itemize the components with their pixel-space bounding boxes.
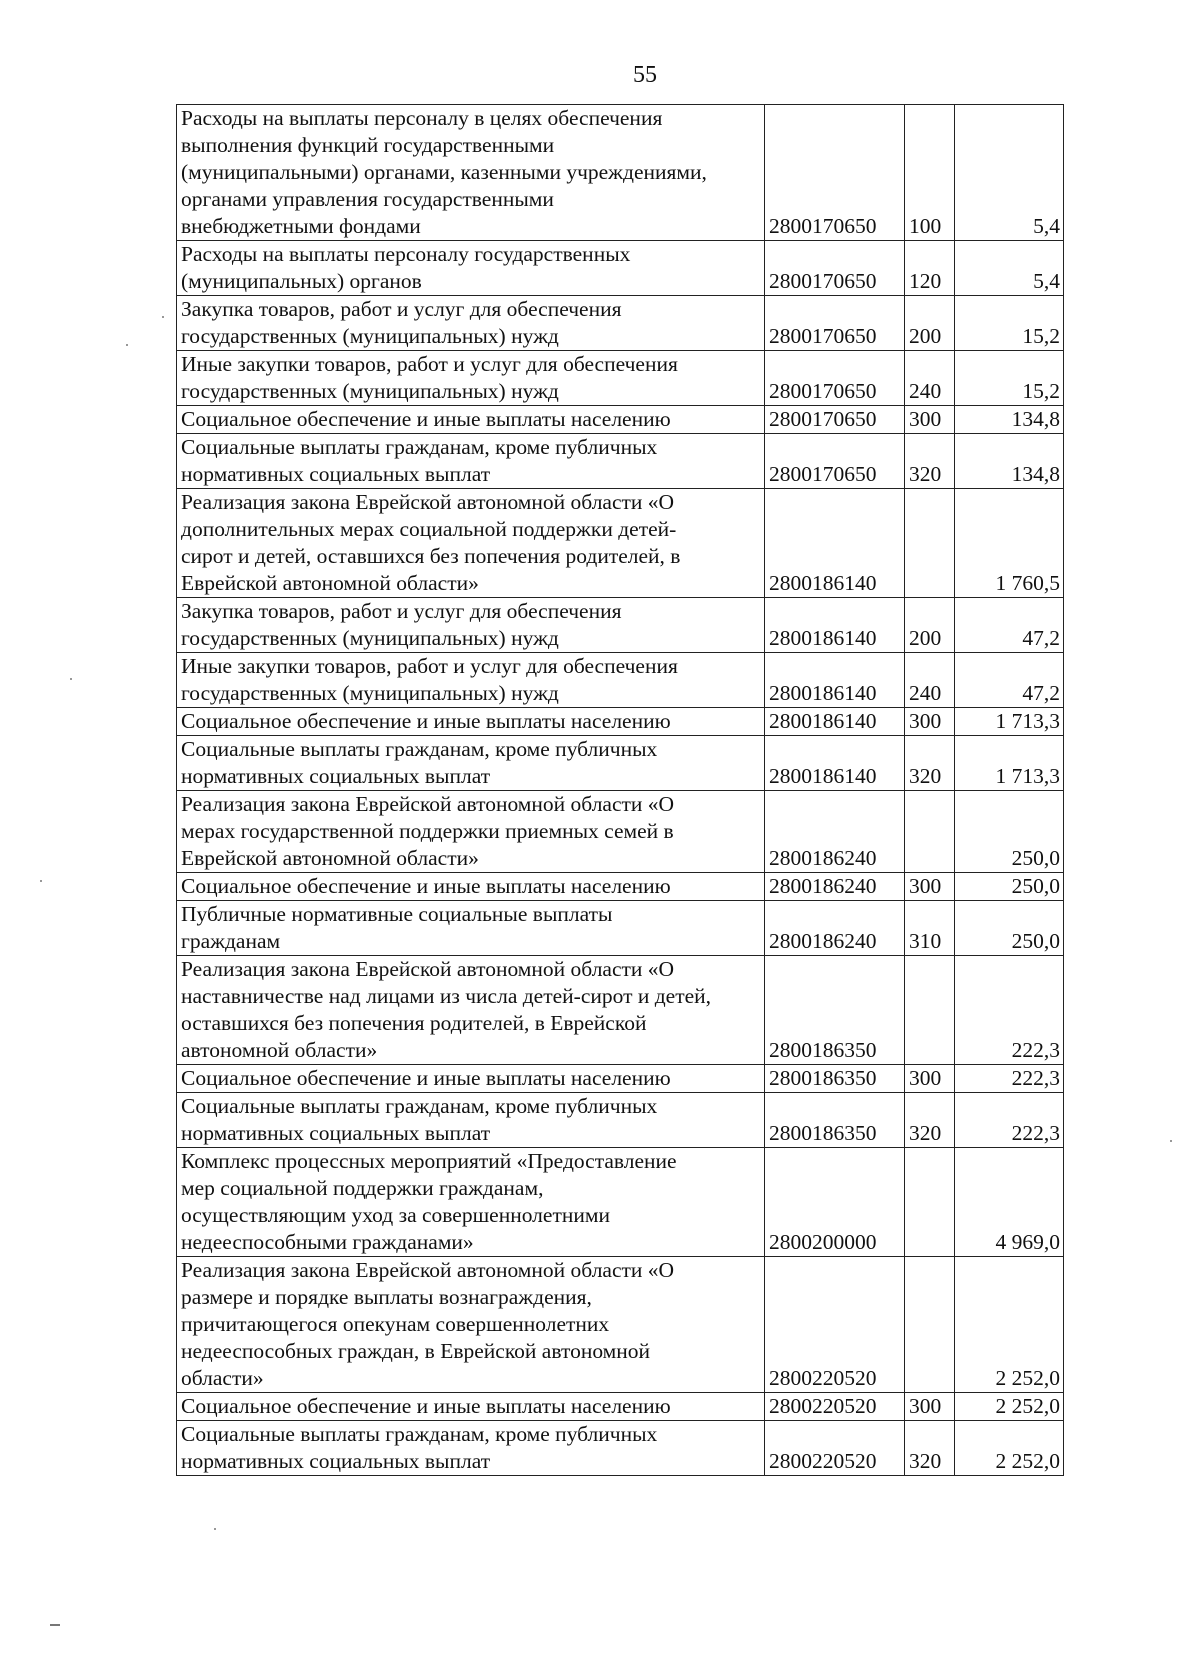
target-code-cell: 2800170650: [765, 241, 905, 296]
expense-type-cell: [905, 1148, 955, 1257]
table-row: [177, 105, 1064, 241]
amount-cell: 1 760,5: [955, 489, 1064, 598]
target-code-cell: 2800220520: [765, 1257, 905, 1393]
scan-speck: [162, 316, 164, 318]
expense-name-cell: Социальное обеспечение и иные выплаты населению: [177, 708, 765, 736]
scan-speck: [126, 344, 128, 346]
expense-name-cell: Социальное обеспечение и иные выплаты населению: [177, 873, 765, 901]
expense-name-cell: Социальное обеспечение и иные выплаты населению: [177, 406, 765, 434]
table-row: [177, 296, 1064, 351]
expense-name-cell: Реализация закона Еврейской автономной области «О размере и порядке выплаты вознаграждения, причитающегося опекунам совершеннолетних недееспособных граждан, в Еврейской автономной области»: [177, 1257, 765, 1393]
amount-cell: 4 969,0: [955, 1148, 1064, 1257]
expense-type-cell: 200: [905, 296, 955, 351]
expense-type-cell: 240: [905, 653, 955, 708]
expense-type-cell: 300: [905, 1393, 955, 1421]
expense-type-cell: 320: [905, 1093, 955, 1148]
expense-type-cell: [905, 489, 955, 598]
table-row: [177, 956, 1064, 1065]
target-code-cell: 2800186240: [765, 791, 905, 873]
expense-name-cell: Социальные выплаты гражданам, кроме публичных нормативных социальных выплат: [177, 434, 765, 489]
expense-type-cell: 120: [905, 241, 955, 296]
expense-type-cell: 320: [905, 434, 955, 489]
amount-cell: 15,2: [955, 296, 1064, 351]
target-code-cell: 2800170650: [765, 351, 905, 406]
target-code-cell: 2800186140: [765, 736, 905, 791]
target-code-cell: 2800186140: [765, 598, 905, 653]
expense-name-cell: Реализация закона Еврейской автономной области «О наставничестве над лицами из числа детей-сирот и детей, оставшихся без попечения родителей, в Еврейской автономной области»: [177, 956, 765, 1065]
target-code-cell: 2800170650: [765, 105, 905, 241]
expense-type-cell: 320: [905, 1421, 955, 1476]
target-code-cell: 2800186350: [765, 1093, 905, 1148]
expense-type-cell: 240: [905, 351, 955, 406]
amount-cell: 134,8: [955, 434, 1064, 489]
expense-type-cell: 320: [905, 736, 955, 791]
target-code-cell: 2800186240: [765, 873, 905, 901]
target-code-cell: 2800200000: [765, 1148, 905, 1257]
expense-type-cell: [905, 1257, 955, 1393]
expense-name-cell: Расходы на выплаты персоналу государственных (муниципальных) органов: [177, 241, 765, 296]
expense-name-cell: Социальные выплаты гражданам, кроме публичных нормативных социальных выплат: [177, 1421, 765, 1476]
table-row: [177, 434, 1064, 489]
target-code-cell: 2800186140: [765, 489, 905, 598]
amount-cell: 15,2: [955, 351, 1064, 406]
expense-type-cell: 300: [905, 1065, 955, 1093]
amount-cell: 2 252,0: [955, 1421, 1064, 1476]
table-row: [177, 489, 1064, 598]
amount-cell: 5,4: [955, 105, 1064, 241]
expense-name-cell: Публичные нормативные социальные выплаты гражданам: [177, 901, 765, 956]
target-code-cell: 2800186350: [765, 956, 905, 1065]
amount-cell: 2 252,0: [955, 1257, 1064, 1393]
expense-type-cell: 200: [905, 598, 955, 653]
target-code-cell: 2800170650: [765, 406, 905, 434]
expense-name-cell: Иные закупки товаров, работ и услуг для обеспечения государственных (муниципальных) нужд: [177, 653, 765, 708]
amount-cell: 1 713,3: [955, 708, 1064, 736]
expense-type-cell: 100: [905, 105, 955, 241]
target-code-cell: 2800186140: [765, 653, 905, 708]
table-row: [177, 653, 1064, 708]
amount-cell: 47,2: [955, 653, 1064, 708]
expense-type-cell: 300: [905, 406, 955, 434]
expense-type-cell: [905, 956, 955, 1065]
table-row: [177, 1065, 1064, 1093]
table-row: [177, 791, 1064, 873]
table-row: [177, 1393, 1064, 1421]
amount-cell: 250,0: [955, 791, 1064, 873]
amount-cell: 134,8: [955, 406, 1064, 434]
amount-cell: 250,0: [955, 901, 1064, 956]
expense-name-cell: Закупка товаров, работ и услуг для обеспечения государственных (муниципальных) нужд: [177, 598, 765, 653]
amount-cell: 222,3: [955, 956, 1064, 1065]
scan-speck: [1170, 1140, 1172, 1142]
expense-name-cell: Комплекс процессных мероприятий «Предоставление мер социальной поддержки гражданам, осуществляющим уход за совершеннолетними недееспособными гражданами»: [177, 1148, 765, 1257]
target-code-cell: 2800170650: [765, 296, 905, 351]
table-row: [177, 241, 1064, 296]
expense-name-cell: Расходы на выплаты персоналу в целях обеспечения выполнения функций государственными (муниципальными) органами, казенными учреждениями, органами управления государственными внебюджетными фондами: [177, 105, 765, 241]
expense-name-cell: Реализация закона Еврейской автономной области «О дополнительных мерах социальной поддержки детей- сирот и детей, оставшихся без попечения родителей, в Еврейской автономной области»: [177, 489, 765, 598]
expense-type-cell: 300: [905, 873, 955, 901]
budget-table: [176, 104, 1064, 1476]
table-row: [177, 351, 1064, 406]
target-code-cell: 2800186350: [765, 1065, 905, 1093]
expense-type-cell: [905, 791, 955, 873]
expense-type-cell: 300: [905, 708, 955, 736]
table-row: [177, 1148, 1064, 1257]
expense-name-cell: Социальные выплаты гражданам, кроме публичных нормативных социальных выплат: [177, 1093, 765, 1148]
table-row: [177, 406, 1064, 434]
target-code-cell: 2800220520: [765, 1421, 905, 1476]
amount-cell: 2 252,0: [955, 1393, 1064, 1421]
table-row: [177, 708, 1064, 736]
amount-cell: 47,2: [955, 598, 1064, 653]
table-row: [177, 1421, 1064, 1476]
table-row: [177, 736, 1064, 791]
amount-cell: 250,0: [955, 873, 1064, 901]
budget-table-body: [177, 105, 1064, 1476]
expense-name-cell: Иные закупки товаров, работ и услуг для обеспечения государственных (муниципальных) нужд: [177, 351, 765, 406]
amount-cell: 5,4: [955, 241, 1064, 296]
table-row: [177, 873, 1064, 901]
scan-speck: [214, 1528, 216, 1530]
table-row: [177, 1257, 1064, 1393]
scan-speck: [50, 1624, 60, 1626]
expense-name-cell: Социальное обеспечение и иные выплаты населению: [177, 1065, 765, 1093]
amount-cell: 1 713,3: [955, 736, 1064, 791]
amount-cell: 222,3: [955, 1093, 1064, 1148]
target-code-cell: 2800170650: [765, 434, 905, 489]
page-number: 55: [633, 62, 657, 88]
expense-name-cell: Закупка товаров, работ и услуг для обеспечения государственных (муниципальных) нужд: [177, 296, 765, 351]
target-code-cell: 2800186240: [765, 901, 905, 956]
scan-speck: [70, 678, 72, 680]
amount-cell: 222,3: [955, 1065, 1064, 1093]
target-code-cell: 2800220520: [765, 1393, 905, 1421]
expense-name-cell: Реализация закона Еврейской автономной области «О мерах государственной поддержки приемных семей в Еврейской автономной области»: [177, 791, 765, 873]
expense-name-cell: Социальные выплаты гражданам, кроме публичных нормативных социальных выплат: [177, 736, 765, 791]
target-code-cell: 2800186140: [765, 708, 905, 736]
table-row: [177, 901, 1064, 956]
table-row: [177, 598, 1064, 653]
expense-type-cell: 310: [905, 901, 955, 956]
expense-name-cell: Социальное обеспечение и иные выплаты населению: [177, 1393, 765, 1421]
scan-speck: [40, 880, 42, 882]
table-row: [177, 1093, 1064, 1148]
